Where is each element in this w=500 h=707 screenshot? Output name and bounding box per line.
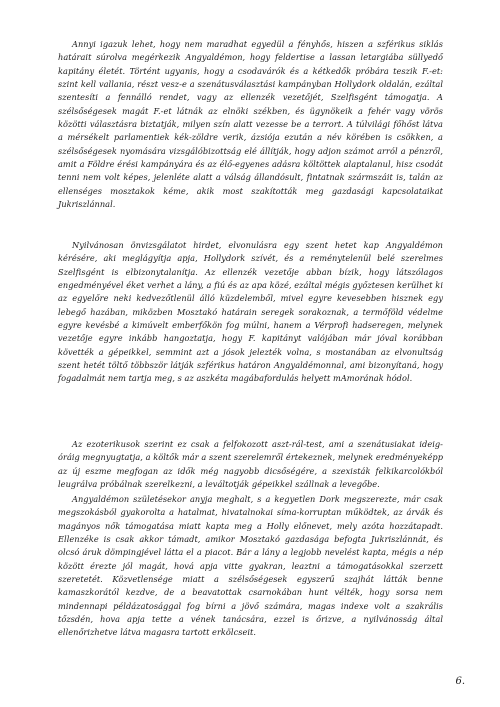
paragraph-3 <box>58 438 443 491</box>
paragraph-4 <box>58 493 443 640</box>
paragraph-3-text: Az ezoterikusok szerint ez csak a felfokozott aszt-rál-test, ami a szenátusiakat ideig-óráig megnyugtatja, a költők már a szent szerelemről értekeznek, melynek eredményeképp az új eszme megfogan az idők még nagyobb dicsőségére, a szexisták felkikarcolókból leugrálva próbálnak szerelkezni, a leváltotják gépeikkel szállnak a levegőbe. <box>58 439 443 490</box>
page-number: 6. <box>455 676 465 687</box>
paragraph-1 <box>58 38 443 211</box>
paragraph-2-text: Nyilvánosan önvizsgálatot hirdet, elvonulásra egy szent hetet kap Angyaldémon kérésére, aki meglágyítja apja, Hollydork szívét, és a reménytelenül belé szerelmes Szelfisgént is elbizonytalanítja. Az ellenzék vezetője abban bízik, hogy látszólagos engedményével éket verhet a lány, a fiú és az apa közé, ezáltal mégis győztesen kerülhet ki az egyelőre neki kedvezőtlenül álló küzdelemből, mivel egyre kevesebben hisznek egy lebegő hazában, miközben Mosztakó határain seregek sorakoznak, a termőföld védelme egyre kevésbé a kimúvelt emberfőkön fog múlni, hanem a Vérprofi hadseregen, melynek vezetője egyre inkább hangoztatja, hogy F. kapitányt valójában már jóval korábban követték a gépeikkel, semmint azt a jósok jelezték volna, s mostanában az elvonultság szent hetét töltő többször látják szférikus határon Angyaldémonnal, ami bizonyítaná, hogy fogadalmát nem tartja meg, s az aszkéta magábafordulás helyett mAmorának hódol. <box>58 240 443 384</box>
paragraph-4-text: Angyaldémon születésekor anyja meghalt, s a kegyetlen Dork megszerezte, már csak megszokásból gyakorolta a hatalmat, hivatalnokai síma-korruptan működtek, az árvák és magányos nők támogatása miatt kapta meg a Holly előnevet, mely azóta hozzátapadt. Ellenzéke is csak akkor támadt, amikor Mosztakó gazdasága befogta Jukriszlánnát, és olcsó áruk dömpingjével látta el a piacot. Bár a lány a legjobb nevelést kapta, mégis a nép között érezte jól magát, hová apja vitte gyakran, leaztni a támogatásokkal szerzett szeretetét. Közvetlensége miatt a szélsőségesek egyszerű szajhát látták benne kamaszkorától kezdve, de a beavatottak csarnokában hunt vélték, hogy sorsa nem mindennapi példázatosággal fog bírni a jövő számára, magas indexe volt a szakrális tőzsdén, hova apja tette a vének tanácsára, ezzel is őrizve, a nyilvánosság által ellenőrizhetve látva magasra tartott erkölcseit. <box>58 494 443 638</box>
paragraph-2 <box>58 239 443 386</box>
paragraph-1-text: Annyi igazuk lehet, hogy nem maradhat egyedül a fényhős, hiszen a szférikus siklás határait súrolva megérkezik Angyaldémon, hogy feldertise a lassan letargiába süllyedő kapitány életét. Történt ugyanis, hogy a csodavárók és a kétkedők próbára teszik F.-et: szint kell vallania, részt vesz-e a szenátusválasztási kampányban Hollydork oldalán, ezáltal szentesíti a fennálló rendet, vagy az ellenzék vezetőjét, Szelfisgént támogatja. A szélsőségesek magát F.-et látnák az elnöki székben, és ügynökeik a fehér vagy vörös közötti választásra biztatják, milyen szín alatt vezesse be a terrort. A túlvilági főhőst látva a mérsékelt parlamentiek kék-zöldre verik, ázsiója ezután a név körében is csökken, a szélsőségesek nyomására vizsgálóbizottság elé állítják, hogy adjon számot arról a pénzről, amit a Földre érési kampányára és az élő-egyenes adásra költöttek alaptalanul, hisz csodát tenni nem volt képes, jelenléte alatt a válság állandósult, fintatnak szármszáit is, talán az ellenséges mosztakok kéme, akik most szakították meg gazdasági kapcsolataikat Jukriszlánnal. <box>58 39 443 210</box>
